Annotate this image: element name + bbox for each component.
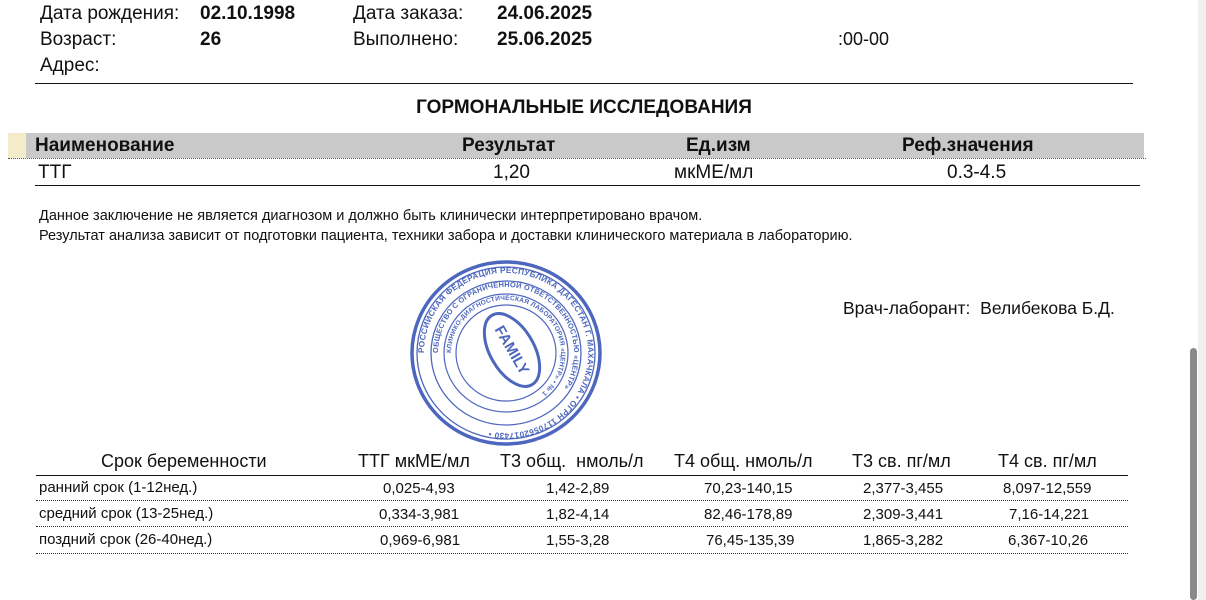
stamp-center-text: FAMILY bbox=[490, 322, 533, 378]
results-header-unit: Ед.изм bbox=[686, 135, 751, 156]
completed-date-label: Выполнено: bbox=[353, 29, 459, 50]
birth-date-label: Дата рождения: bbox=[40, 3, 180, 24]
pregnancy-row-t4-total: 82,46-178,89 bbox=[704, 506, 793, 523]
results-header-reference: Реф.значения bbox=[902, 135, 1034, 156]
order-date-value: 24.06.2025 bbox=[497, 3, 593, 24]
pregnancy-row-t4-free: 8,097-12,559 bbox=[1003, 480, 1092, 497]
pregnancy-row-t3-free: 1,865-3,282 bbox=[863, 532, 944, 549]
results-header-name: Наименование bbox=[35, 135, 175, 156]
results-row-result: 1,20 bbox=[493, 162, 530, 183]
pregnancy-header-t3-total: Т3 общ. нмоль/л bbox=[500, 451, 644, 471]
pregnancy-row-t3-total: 1,42-2,89 bbox=[546, 480, 610, 497]
pregnancy-row-tsh: 0,969-6,981 bbox=[380, 532, 461, 549]
pregnancy-row-term: поздний срок (26-40нед.) bbox=[39, 531, 213, 548]
doctor-name: Велибекова Б.Д. bbox=[980, 298, 1115, 318]
pregnancy-header-t3-free: Т3 св. пг/мл bbox=[852, 451, 951, 471]
address-label: Адрес: bbox=[40, 55, 100, 76]
section-title: ГОРМОНАЛЬНЫЕ ИССЛЕДОВАНИЯ bbox=[416, 97, 752, 118]
stamp-outer-text: РОССИЙСКАЯ ФЕДЕРАЦИЯ РЕСПУБЛИКА ДАГЕСТАН Г. МАХАЧКАЛА • ОГРН 1170562017430 • bbox=[416, 265, 596, 441]
pregnancy-header-term: Срок беременности bbox=[101, 451, 267, 471]
age-label: Возраст: bbox=[40, 29, 117, 50]
laboratory-stamp bbox=[408, 258, 604, 448]
stamp-inner-text: КЛИНИКО-ДИАГНОСТИЧЕСКАЯ ЛАБОРАТОРИЯ «ЦЕНТР» • № 1 bbox=[445, 294, 567, 398]
vertical-scrollbar[interactable] bbox=[1190, 348, 1197, 600]
results-header-divider bbox=[8, 158, 1146, 159]
results-table-bottom-rule bbox=[35, 185, 1140, 186]
pregnancy-table-bottom-rule bbox=[36, 553, 1128, 554]
pregnancy-row-term: ранний срок (1-12нед.) bbox=[39, 479, 198, 496]
pregnancy-row-t4-free: 7,16-14,221 bbox=[1009, 506, 1090, 523]
pregnancy-row-t4-total: 76,45-135,39 bbox=[706, 532, 795, 549]
completed-date-value: 25.06.2025 bbox=[497, 29, 593, 50]
pregnancy-row-divider bbox=[36, 500, 1128, 501]
pregnancy-header-tsh: ТТГ мкМЕ/мл bbox=[358, 451, 470, 471]
results-header-result: Результат bbox=[462, 135, 556, 156]
pregnancy-header-rule bbox=[36, 475, 1128, 476]
pregnancy-row-term: средний срок (13-25нед.) bbox=[39, 505, 214, 522]
doctor-label: Врач-лаборант: bbox=[843, 298, 971, 318]
age-value: 26 bbox=[200, 29, 222, 50]
pregnancy-row-t3-total: 1,55-3,28 bbox=[546, 532, 610, 549]
results-row-unit: мкМЕ/мл bbox=[674, 162, 754, 183]
pregnancy-row-t3-free: 2,377-3,455 bbox=[863, 480, 944, 497]
header-divider bbox=[35, 83, 1133, 84]
stamp-middle-text: ОБЩЕСТВО С ОГРАНИЧЕННОЙ ОТВЕТСТВЕННОСТЬЮ «ЦЕНТР» bbox=[430, 279, 582, 392]
pregnancy-row-t3-free: 2,309-3,441 bbox=[863, 506, 944, 523]
pregnancy-header-t4-free: Т4 св. пг/мл bbox=[998, 451, 1097, 471]
pregnancy-row-t4-free: 6,367-10,26 bbox=[1008, 532, 1089, 549]
pregnancy-row-divider bbox=[36, 526, 1128, 527]
birth-date-value: 02.10.1998 bbox=[200, 3, 296, 24]
disclaimer-note: Данное заключение не является диагнозом и должно быть клинически интерпретировано врачом. bbox=[39, 208, 703, 224]
pregnancy-row-t3-total: 1,82-4,14 bbox=[546, 506, 610, 523]
pregnancy-row-tsh: 0,025-4,93 bbox=[383, 480, 455, 497]
results-table-header-marker bbox=[8, 133, 26, 158]
pregnancy-row-tsh: 0,334-3,981 bbox=[379, 506, 460, 523]
pregnancy-header-t4-total: Т4 общ. нмоль/л bbox=[674, 451, 813, 471]
results-row-reference: 0.3-4.5 bbox=[947, 162, 1007, 183]
pregnancy-row-t4-total: 70,23-140,15 bbox=[704, 480, 793, 497]
sample-quality-note: Результат анализа зависит от подготовки пациента, техники забора и доставки клинического материала в лабораторию. bbox=[39, 228, 853, 244]
completed-time-value: :00-00 bbox=[838, 29, 890, 49]
doctor-signature-line bbox=[843, 298, 1115, 319]
order-date-label: Дата заказа: bbox=[353, 3, 464, 24]
results-row-name: ТТГ bbox=[38, 162, 72, 183]
viewer-edge bbox=[1198, 0, 1206, 600]
